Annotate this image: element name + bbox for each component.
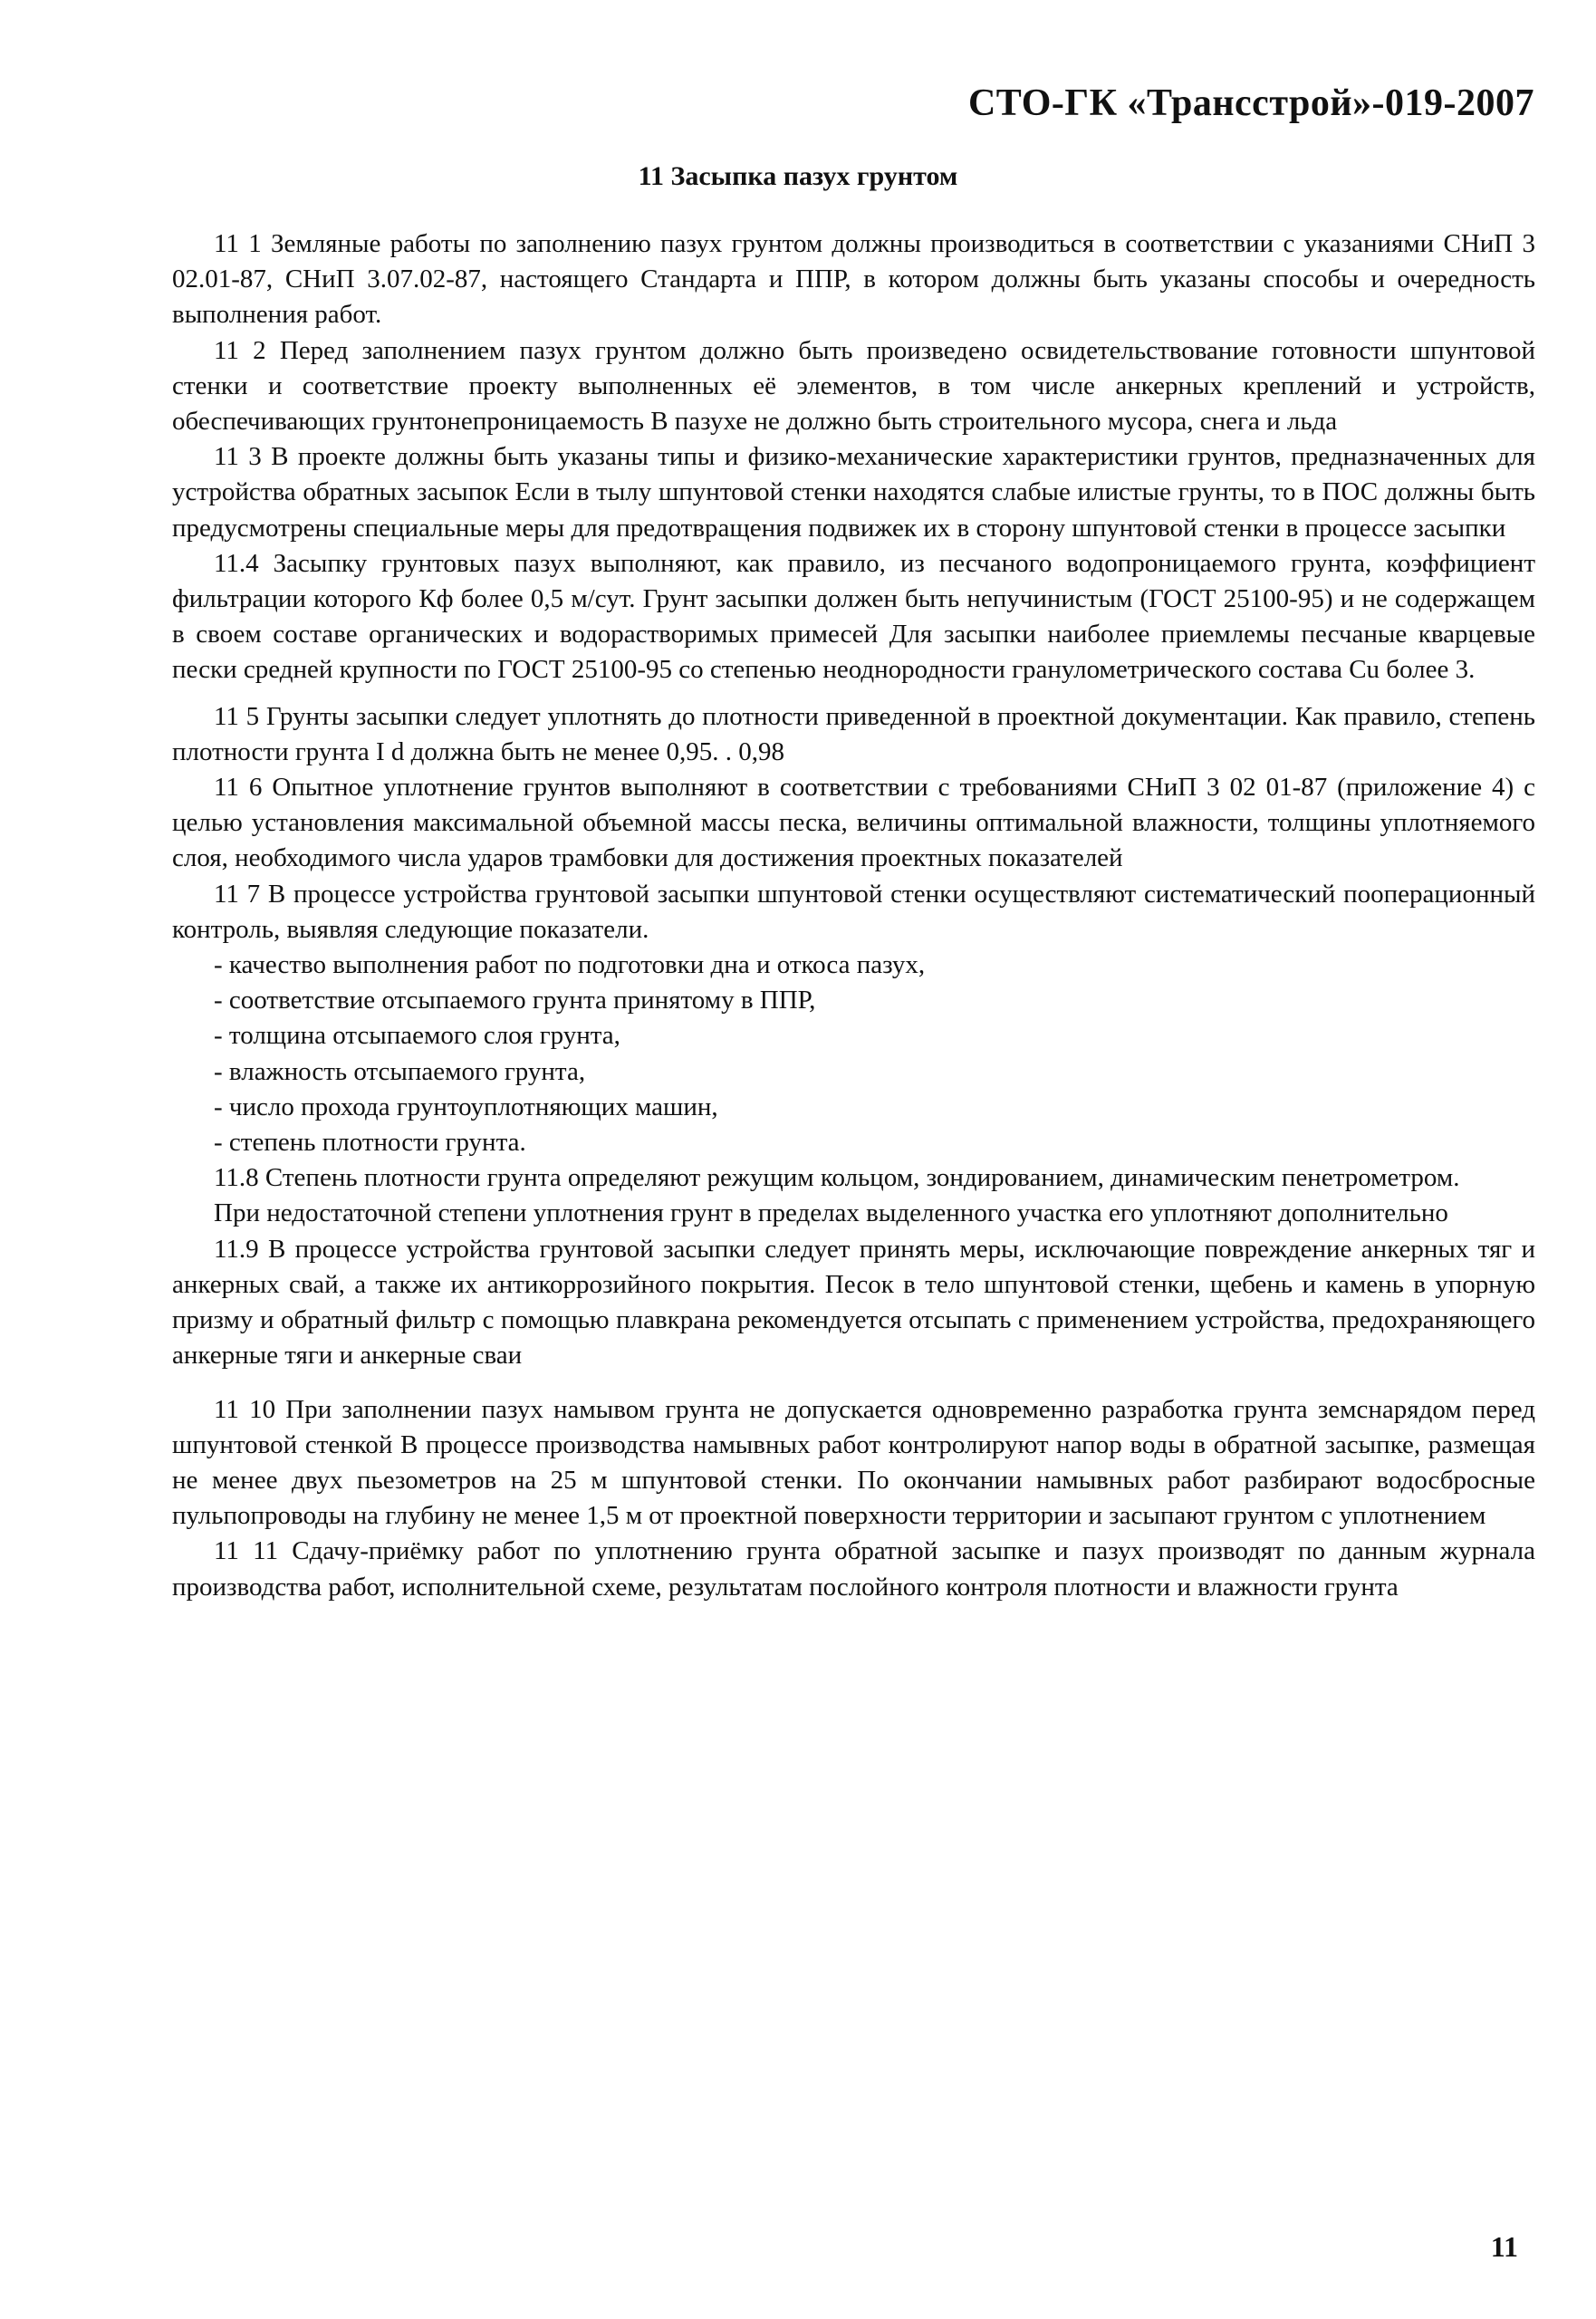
control-indicators-list — [172, 948, 1535, 1160]
paragraph-11-4: 11.4 Засыпку грунтовых пазух выполняют, как правило, из песчаного водопроницаемого грунта, коэффициент фильтрации которого Кф более 0,5 м/сут. Грунт засыпки должен быть непучинистым (ГОСТ 25100-95) и не содержащем в своем составе органических и водорастворимых примесей Для засыпки наиболее приемлемы песчаные кварцевые пески средней крупности по ГОСТ 25100-95 со степенью неоднородности гранулометрического состава Cu более 3. — [172, 548, 1535, 685]
document-body — [172, 226, 1535, 1605]
paragraph-11-7: 11 7 В процессе устройства грунтовой засыпки шпунтовой стенки осуществляют систематический пооперационный контроль, выявляя следующие показатели. — [172, 879, 1535, 944]
list-item: - соответствие отсыпаемого грунта принятому в ППР, — [214, 986, 816, 1015]
document-code-header: СТО-ГК «Трансстрой»-019-2007 — [967, 82, 1534, 124]
paragraph-11-6: 11 6 Опытное уплотнение грунтов выполняют в соответствии с требованиями СНиП 3 02 01-87 (приложение 4) с целью установления максимальной объемной массы песка, величины оптимальной влажности, толщины уплотняемого слоя, необходимого числа ударов трамбовки для достижения проектных показателей — [172, 773, 1535, 873]
paragraph-11-11: 11 11 Сдачу-приёмку работ по уплотнению грунта обратной засыпке и пазух производят по данным журнала производства работ, исполнительной схеме, результатам послойного контроля плотности и влажности грунта — [172, 1536, 1535, 1602]
list-item: - качество выполнения работ по подготовки дна и откоса пазух, — [214, 950, 926, 980]
paragraph-11-9: 11.9 В процессе устройства грунтовой засыпки следует принять меры, исключающие повреждение анкерных тяг и анкерных свай, а также их антикоррозийного покрытия. Песок в тело шпунтовой стенки, щебень и камень в упорную призму и обратный фильтр с помощью плавкрана рекомендуется отсыпать с применением устройства, предохраняющего анкерные тяги и анкерные сваи — [172, 1234, 1535, 1371]
list-item: - влажность отсыпаемого грунта, — [214, 1056, 586, 1086]
list-item: - степень плотности грунта. — [214, 1128, 526, 1158]
paragraph-11-8-continued: При недостаточной степени уплотнения грунт в пределах выделенного участка его уплотняют дополнительно — [214, 1198, 1448, 1228]
paragraph-11-8: 11.8 Степень плотности грунта определяют режущим кольцом, зондированием, динамическим пенетрометром. — [214, 1163, 1460, 1193]
paragraph-11-3: 11 3 В проекте должны быть указаны типы и физико-механические характеристики грунтов, предназначенных для устройства обратных засыпок Если в тылу шпунтовой стенки находятся слабые илистые грунты, то в ПОС должны быть предусмотрены специальные меры для предотвращения подвижек их в сторону шпунтовой стенки в процессе засыпки — [172, 442, 1535, 543]
section-title: 11 Засыпка пазух грунтом — [638, 161, 958, 191]
list-item: - число прохода грунтоуплотняющих машин, — [214, 1092, 718, 1121]
page-number: 11 — [1490, 2230, 1518, 2263]
paragraph-11-1: 11 1 Земляные работы по заполнению пазух грунтом должны производиться в соответствии с указаниями СНиП 3 02.01-87, СНиП 3.07.02-87, настоящего Стандарта и ППР, в котором должны быть указаны способы и очередность выполнения работ. — [172, 229, 1535, 330]
paragraph-11-5: 11 5 Грунты засыпки следует уплотнять до плотности приведенной в проектной документации. Как правило, степень плотности грунта I d должна быть не менее 0,95. . 0,98 — [172, 701, 1535, 766]
paragraph-11-10: 11 10 При заполнении пазух намывом грунта не допускается одновременно разработка грунта земснарядом перед шпунтовой стенкой В процессе производства намывных работ контролируют напор воды в обратной засыпке, размещая не менее двух пьезометров на 25 м шпунтовой стенки. По окончании намывных работ разбирают водосбросные пульпопроводы на глубину не менее 1,5 м от проектной поверхности территории и засыпают грунтом с уплотнением — [172, 1394, 1535, 1531]
paragraph-11-2: 11 2 Перед заполнением пазух грунтом должно быть произведено освидетельствование готовности шпунтовой стенки и соответствие проекту выполненных её элементов, в том числе анкерных креплений и устройств, обеспечивающих грунтонепроницаемость В пазухе не должно быть строительного мусора, снега и льда — [172, 335, 1535, 437]
list-item: - толщина отсыпаемого слоя грунта, — [214, 1021, 620, 1051]
